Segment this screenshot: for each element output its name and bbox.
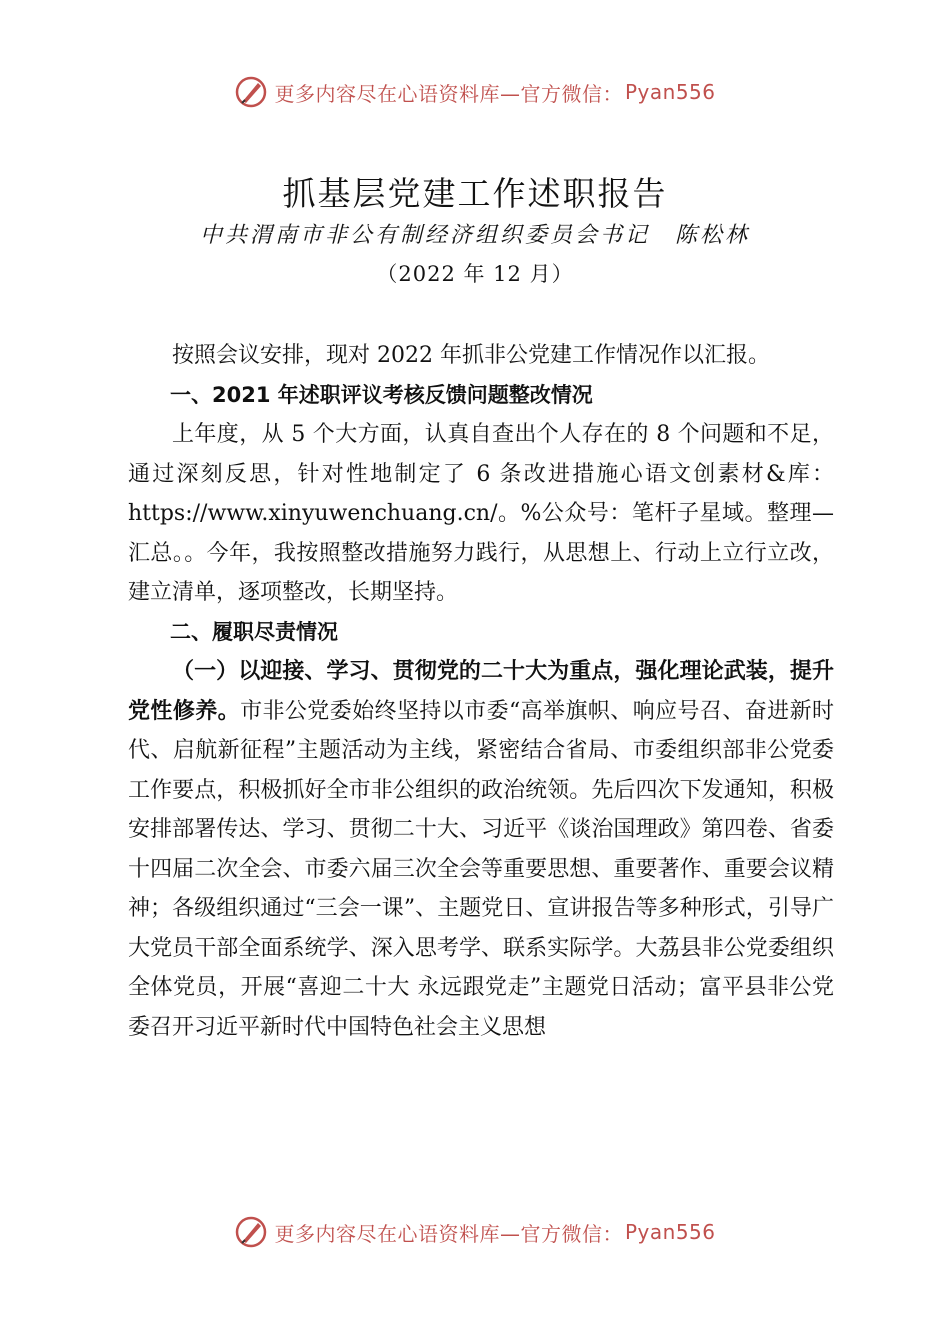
date-line: （2022 年 12 月） — [376, 262, 574, 286]
watermark-banner-bottom — [0, 1212, 950, 1252]
author-line: 中共渭南市非公有制经济组织委员会书记 陈松林 — [199, 223, 750, 248]
quill-pen-circle-icon — [234, 1215, 268, 1249]
section2-sub1-lead: （一）以迎接、学习、贯彻党的二十大为重点，强化理论武装，提升党性修养。 — [128, 658, 834, 724]
intro-paragraph: 按照会议安排，现对 2022 年抓非公党建工作情况作以汇报。 — [172, 343, 770, 368]
document-title: 抓基层党建工作述职报告 — [282, 174, 668, 213]
watermark-text: 更多内容尽在心语资料库—官方微信： — [274, 1221, 623, 1246]
watermark-banner-top — [0, 72, 950, 112]
document-body — [128, 336, 834, 1047]
watermark-text: 更多内容尽在心语资料库—官方微信： — [274, 81, 623, 106]
watermark-handle: Pyan556 — [624, 80, 716, 104]
section1-body: 上年度，从 5 个大方面，认真自查出个人存在的 8 个问题和不足，通过深刻反思，针对性地制定了 6 条改进措施心语文创素材&库：https://www.xinyuwenchuang.cn/。%公众号：笔杆子星域。整理—汇总。。今年，我按照整改措施努力践行，从思想上、行动上立行立改，建立清单，逐项整改，长期坚持。 — [128, 422, 834, 605]
section2-heading: 二、履职尽责情况 — [170, 619, 338, 644]
section1-heading: 一、2021 年述职评议考核反馈问题整改情况 — [170, 382, 593, 407]
watermark-handle: Pyan556 — [624, 1220, 716, 1244]
section2-sub1-paragraph — [128, 652, 834, 1047]
section2-sub1-body: 市非公党委始终坚持以市委“高举旗帜、响应号召、奋进新时代、启航新征程”主题活动为主线，紧密结合省局、市委组织部非公党委工作要点，积极抓好全市非公组织的政治统领。先后四次下发通知，积极安排部署传达、学习、贯彻二十大、习近平《谈治国理政》第四卷、省委十四届二次全会、市委六届三次全会等重要思想、重要著作、重要会议精神；各级组织通过“三会一课”、主题党日、宣讲报告等多种形式，引导广大党员干部全面系统学、深入思考学、联系实际学。大荔县非公党委组织全体党员，开展“喜迎二十大 永远跟党走”主题党日活动；富平县非公党委召开习近平新时代中国特色社会主义思想 — [128, 698, 834, 1040]
quill-pen-circle-icon — [234, 75, 268, 109]
